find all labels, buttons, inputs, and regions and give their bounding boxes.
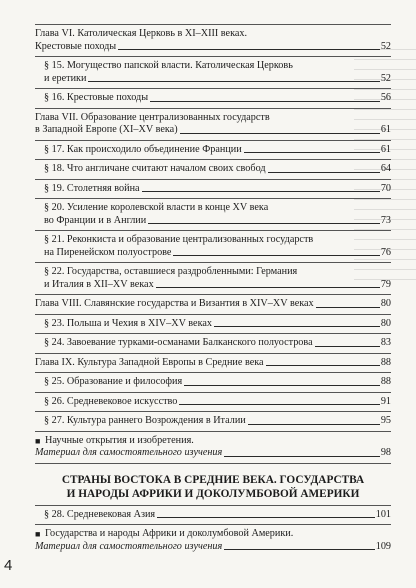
- section-title-line1: § 15. Могущество папской власти. Католическая Церковь: [44, 60, 293, 71]
- page-ref: 88: [380, 376, 391, 387]
- section-20[interactable]: [35, 199, 391, 231]
- section-17[interactable]: [35, 141, 391, 161]
- page-ref: 73: [380, 214, 391, 226]
- square-bullet-icon: ■: [35, 435, 41, 446]
- page-ref: 61: [380, 124, 391, 135]
- page-ref: 61: [380, 143, 391, 155]
- section-27[interactable]: [35, 412, 391, 432]
- part-title-line1: СТРАНЫ ВОСТОКА В СРЕДНИЕ ВЕКА. ГОСУДАРСТВА: [61, 473, 365, 486]
- section-title: § 18. Что англичане считают началом своих свобод: [44, 163, 266, 174]
- section-title: § 24. Завоевание турками-османами Балканского полуострова: [44, 337, 313, 348]
- section-23[interactable]: [35, 315, 391, 335]
- page-ref: 88: [380, 356, 391, 368]
- chapter-6-heading[interactable]: [35, 24, 391, 57]
- section-title: § 25. Образование и философия: [44, 376, 183, 387]
- section-title-line2: во Франции и в Англии: [44, 214, 147, 226]
- section-title-line2: и еретики: [44, 72, 87, 84]
- section-22[interactable]: [35, 263, 391, 295]
- section-title-line1: § 21. Реконкиста и образование централизованных государств: [44, 234, 314, 245]
- page-ref: 80: [380, 317, 391, 329]
- supplement-note: Материал для самостоятельного изучения: [35, 447, 223, 458]
- page-ref: 98: [380, 447, 391, 458]
- page-ref: 70: [380, 182, 391, 194]
- section-title-line2: на Пиренейском полуострове: [44, 246, 172, 258]
- chapter-title-line2: Крестовые походы: [35, 40, 117, 52]
- supplement-title: Государства и народы Африки и доколумбовой Америки.: [45, 528, 294, 539]
- section-title-line1: § 20. Усиление королевской власти в конце XV века: [44, 202, 269, 213]
- page-ref: 76: [380, 246, 391, 258]
- section-title: § 19. Столетняя война: [44, 182, 140, 194]
- square-bullet-icon: ■: [35, 529, 41, 539]
- page-ref: 79: [380, 278, 391, 290]
- section-19[interactable]: [35, 180, 391, 200]
- page-number: 4: [4, 557, 13, 574]
- chapter-8-heading[interactable]: [35, 295, 391, 315]
- page-ref: 95: [380, 415, 391, 426]
- section-title: § 27. Культура раннего Возрождения в Италии: [44, 415, 246, 426]
- chapter-title-line1: Глава VI. Католическая Церковь в XI–XIII веках.: [35, 28, 248, 39]
- page-ref: 101: [375, 508, 391, 520]
- supplement-scientific-discoveries[interactable]: [35, 432, 391, 464]
- supplement-note: Материал для самостоятельного изучения: [35, 540, 223, 552]
- page-ref: 56: [380, 92, 391, 103]
- section-title: § 28. Средневековая Азия: [44, 508, 156, 520]
- table-of-contents: [35, 24, 391, 556]
- section-title: § 23. Польша и Чехия в XIV–XV веках: [44, 317, 212, 329]
- page-ref: 83: [380, 337, 391, 348]
- section-25[interactable]: [35, 373, 391, 393]
- section-24[interactable]: [35, 334, 391, 354]
- page-ref: 91: [380, 395, 391, 407]
- chapter-title-line1: Глава VII. Образование централизованных государств: [35, 111, 270, 123]
- page-ref: 109: [375, 540, 391, 552]
- chapter-title: Глава IX. Культура Западной Европы в Средние века: [35, 356, 264, 368]
- section-16[interactable]: [35, 89, 391, 109]
- section-title: § 26. Средневековое искусство: [44, 395, 178, 407]
- chapter-title: Глава VIII. Славянские государства и Византия в XIV–XV веках: [35, 298, 314, 309]
- section-title-line2: и Италия в XII–XV веках: [44, 278, 154, 290]
- section-title-line1: § 22. Государства, оставшиеся раздробленными: Германия: [44, 266, 298, 277]
- part-heading: [35, 464, 391, 505]
- supplement-africa-america[interactable]: [35, 525, 391, 556]
- section-title: § 16. Крестовые походы: [44, 92, 149, 103]
- part-title-line2: И НАРОДЫ АФРИКИ И ДОКОЛУМБОВОЙ АМЕРИКИ: [66, 487, 360, 500]
- section-15[interactable]: [35, 57, 391, 89]
- supplement-title: Научные открытия и изобретения.: [45, 434, 194, 446]
- section-26[interactable]: [35, 393, 391, 413]
- page-ref: 52: [380, 72, 391, 84]
- section-21[interactable]: [35, 231, 391, 263]
- section-28[interactable]: [35, 505, 391, 526]
- page-ref: 80: [380, 298, 391, 309]
- page-ref: 64: [380, 163, 391, 174]
- chapter-9-heading[interactable]: [35, 354, 391, 374]
- chapter-7-heading[interactable]: [35, 109, 391, 141]
- section-title: § 17. Как происходило объединение Франции: [44, 143, 242, 155]
- chapter-title-line2: в Западной Европе (XI–XV века): [35, 124, 178, 135]
- section-18[interactable]: [35, 160, 391, 180]
- page-ref: 52: [380, 40, 391, 52]
